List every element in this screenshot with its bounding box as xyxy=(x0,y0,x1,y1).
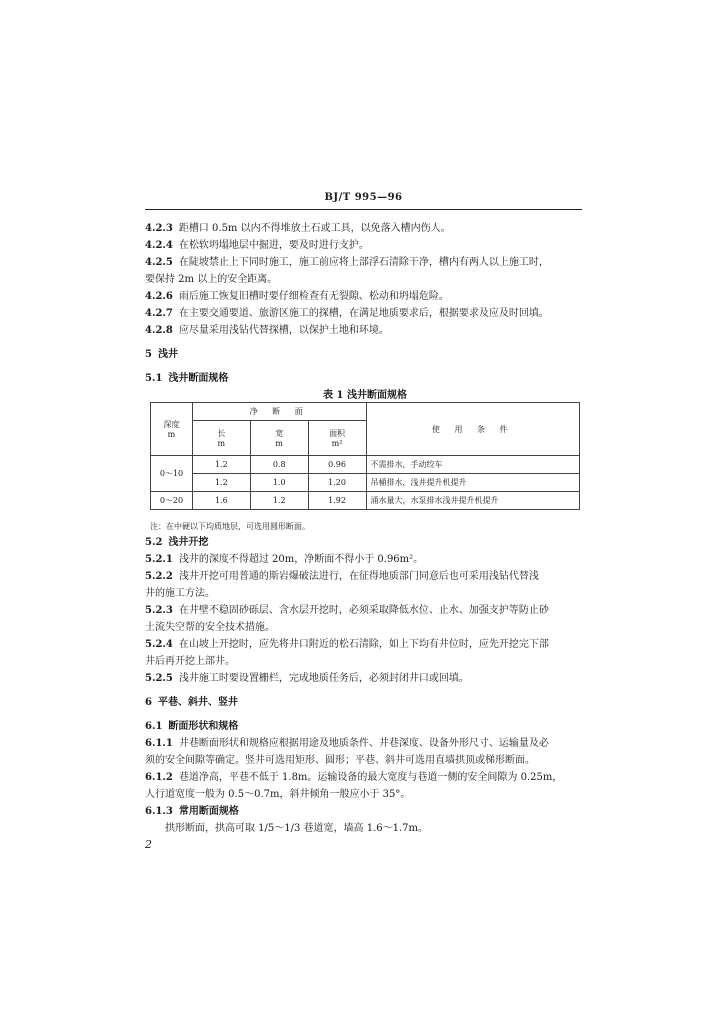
width-cell: 0.8 xyxy=(250,456,308,474)
depth-cell: 0～20 xyxy=(151,492,193,510)
clause-5-2-2-cont: 井的施工方法。 xyxy=(145,588,215,599)
length-cell: 1.6 xyxy=(192,492,250,510)
table-note: 注：在中硬以下均质地层，可选用圆形断面。 xyxy=(150,522,310,531)
conditions-cell: 吊桶排水，浅井提升机提升 xyxy=(366,474,580,492)
clause-4-2-7: 4.2.7 在主要交通要道、旅游区施工的探槽，在满足地质要求后，根据要求及应及时回填。 xyxy=(145,308,549,319)
table-row xyxy=(151,456,580,474)
clause-5-2-4: 5.2.4 在山坡上开挖时，应先将井口附近的松石清除，如上下均有井位时，应先开挖完下部 xyxy=(145,639,549,650)
conditions-cell: 不需排水，手动绞车 xyxy=(366,456,580,474)
section-6-heading: 6 平巷、斜井、竖井 xyxy=(145,697,238,708)
table-header-row-1 xyxy=(151,403,580,421)
clause-6-1-2: 6.1.2 巷道净高，平巷不低于 1.8m。运输设备的最大宽度与巷道一侧的安全间隙为 0.25m， xyxy=(145,772,563,783)
section-5-1-heading: 5.1 浅井断面规格 xyxy=(145,373,229,384)
width-header: 宽 m xyxy=(250,421,308,456)
clause-5-2-3: 5.2.3 在井壁不稳固砂砾层、含水层开挖时，必须采取降低水位、止水、加强支护等防止砂 xyxy=(145,605,549,616)
standard-header: BJ/T 995—96 xyxy=(324,192,403,203)
clause-4-2-5: 4.2.5 在陡坡禁止上下同时施工，施工前应将上部浮石清除干净，槽内有两人以上施工时， xyxy=(145,257,549,268)
table-row xyxy=(151,474,580,492)
clause-5-2-3-cont: 土流失空帮的安全技术措施。 xyxy=(145,622,275,633)
clause-5-2-2: 5.2.2 浅井开挖可用普通的斯岩爆破法进行，在征得地质部门同意后也可采用浅钻代替浅 xyxy=(145,571,539,582)
clause-6-1-2-cont: 人行道宽度一般为 0.5～0.7m，斜井倾角一般应小于 35°。 xyxy=(145,789,411,800)
clause-4-2-4: 4.2.4 在松软坍塌地层中掘进，要及时进行支护。 xyxy=(145,240,369,251)
clause-5-2-1: 5.2.1 浅井的深度不得超过 20m，净断面不得小于 0.96m²。 xyxy=(145,554,424,565)
depth-cell: 0～10 xyxy=(151,456,193,492)
clause-6-1-1: 6.1.1 井巷断面形状和规格应根据用途及地质条件、井巷深度、设备外形尺寸、运输量及必 xyxy=(145,738,549,749)
clause-4-2-8: 4.2.8 应尽量采用浅钻代替探槽，以保护土地和环境。 xyxy=(145,325,389,336)
section-5-2-heading: 5.2 浅井开挖 xyxy=(145,537,209,548)
conditions-cell: 涌水量大，水泵排水浅井提升机提升 xyxy=(366,492,580,510)
section-6-1-heading: 6.1 断面形状和规格 xyxy=(145,721,239,732)
page-number: 2 xyxy=(145,838,152,851)
section-6-1-3-heading: 6.1.3 常用断面规格 xyxy=(145,806,239,817)
depth-header: 深度 m xyxy=(151,403,193,456)
clause-4-2-6: 4.2.6 雨后施工恢复旧槽时要仔细检查有无裂隙、松动和坍塌危险。 xyxy=(145,291,449,302)
clause-5-2-5: 5.2.5 浅井施工时要设置栅栏，完成地质任务后，必须封闭井口或回填。 xyxy=(145,673,469,684)
width-cell: 1.0 xyxy=(250,474,308,492)
area-cell: 1.20 xyxy=(308,474,366,492)
conditions-header: 使 用 条 件 xyxy=(366,403,580,456)
clause-4-2-3: 4.2.3 距槽口 0.5m 以内不得堆放土石或工具，以免落入槽内伤人。 xyxy=(145,223,451,234)
length-cell: 1.2 xyxy=(192,456,250,474)
shaft-section-table xyxy=(150,402,580,510)
width-cell: 1.2 xyxy=(250,492,308,510)
clause-5-2-4-cont: 井后再开挖上部井。 xyxy=(145,656,235,667)
length-header: 长 m xyxy=(192,421,250,456)
section-5-heading: 5 浅井 xyxy=(145,349,178,360)
clause-6-1-3-text: 拱形断面，拱高可取 1/5～1/3 巷道宽，墙高 1.6～1.7m。 xyxy=(165,823,429,834)
area-header: 面积 m² xyxy=(308,421,366,456)
table-caption: 表 1 浅井断面规格 xyxy=(323,390,407,401)
length-cell: 1.2 xyxy=(192,474,250,492)
net-section-header: 净 断 面 xyxy=(192,403,366,421)
table-row xyxy=(151,492,580,510)
area-cell: 0.96 xyxy=(308,456,366,474)
area-cell: 1.92 xyxy=(308,492,366,510)
clause-4-2-5-cont: 要保持 2m 以上的安全距离。 xyxy=(145,274,278,285)
clause-6-1-1-cont: 须的安全间隙等确定。竖井可选用矩形、圆形；平巷、斜井可选用直墙拱顶或梯形断面。 xyxy=(145,755,535,766)
header-rule xyxy=(145,209,582,210)
